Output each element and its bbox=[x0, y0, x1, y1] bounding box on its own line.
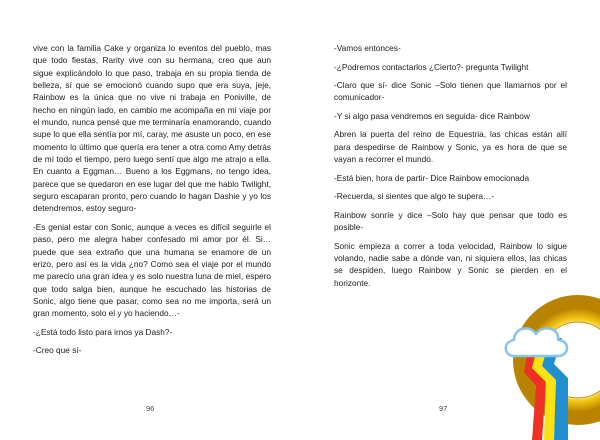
paragraph: -¿Podremos contactarlos ¿Cierto?- pregunta Twilight bbox=[334, 61, 529, 72]
paragraph: -Vamos entonces- bbox=[334, 43, 401, 53]
paragraph: vive con la familia Cake y organiza lo eventos del pueblo, mas que todo fiestas, Rarity vive con su hermana, creo que aun sigue explicándolo lo que paso, trabaja en su propia tienda de belleza, sí que se emocionó cuando supo que era suya, jeje, Rainbow es la única que no vive ni trabaja en Poniville, de hecho en ningún lado, en cambio me acompaña en mi viaje por el mundo, nunca pensé que me terminaría enamorando, cuando supe lo que ella sentía por mí, caray, me asuste un poco, en ese momento lo último que quería era tener a otra como Amy detrás de mí todo el tiempo, pero luego sentí que algo me atrajo a ella. En cuanto a Eggman… Bueno a los Eggmans, no tengo idea, parece que se quedaron en ese lugar del que me hablo Twilight, seguro escaparan pronto, pero cuando lo hagan Dashie y yo los detendremos, estoy seguro- bbox=[33, 43, 271, 214]
paragraph: -¿Está todo listo para irnos ya Dash?- bbox=[33, 326, 173, 337]
right-page-text bbox=[334, 42, 567, 295]
left-page-text bbox=[33, 42, 271, 363]
paragraph: -Claro que sí- dice Sonic –Solo tienen que llamarnos por el comunicador- bbox=[334, 80, 567, 103]
paragraph: Rainbow sonríe y dice –Solo hay que pensar que todo es posible- bbox=[334, 209, 567, 233]
paragraph: -Creo que sí- bbox=[33, 345, 82, 356]
paragraph: Sonic empieza a correr a toda velocidad, Rainbow lo sigue volando, nadie sabe a dónde van, ni siquiera ellos, las chicas se despiden, luego Rainbow y Sonic se pierden en el horizonte. bbox=[334, 240, 567, 288]
rainbow-cloud-cutie-mark-icon bbox=[490, 290, 600, 440]
paragraph: Abren la puerta del reino de Equestria, las chicas están allí para despedirse de Rainbow y Sonic, ya es hora de que se vayan a recorrer el mundo. bbox=[334, 129, 567, 165]
page-number: 97 bbox=[439, 404, 448, 413]
paragraph: -Es genial estar con Sonic, aunque a veces es difícil seguirle el paso, pero me alegra haber confesado mi amor por él. Si… puede que sea extraño que una humana se enamore de un erizo, pero así es la vida ¿no? Como sea el viaje por el mundo me parecio una gran idea y es solo nuestra luna de miel, espero que todo salga bien, aunque he escuchado las historias de Sonic, algo tiene que pasar, como sea no me importa, será un gran momento, solo el y yo haciendo…- bbox=[33, 222, 271, 319]
page-number: 96 bbox=[146, 404, 155, 413]
paragraph: -Está bien, hora de partir- Dice Rainbow emocionada bbox=[334, 172, 530, 183]
paragraph: -Recuerda, si sientes que algo te supera…- bbox=[334, 191, 495, 202]
cloud-shape bbox=[506, 328, 567, 356]
paragraph: -Y si algo pasa vendremos en seguida- dice Rainbow bbox=[334, 110, 530, 121]
